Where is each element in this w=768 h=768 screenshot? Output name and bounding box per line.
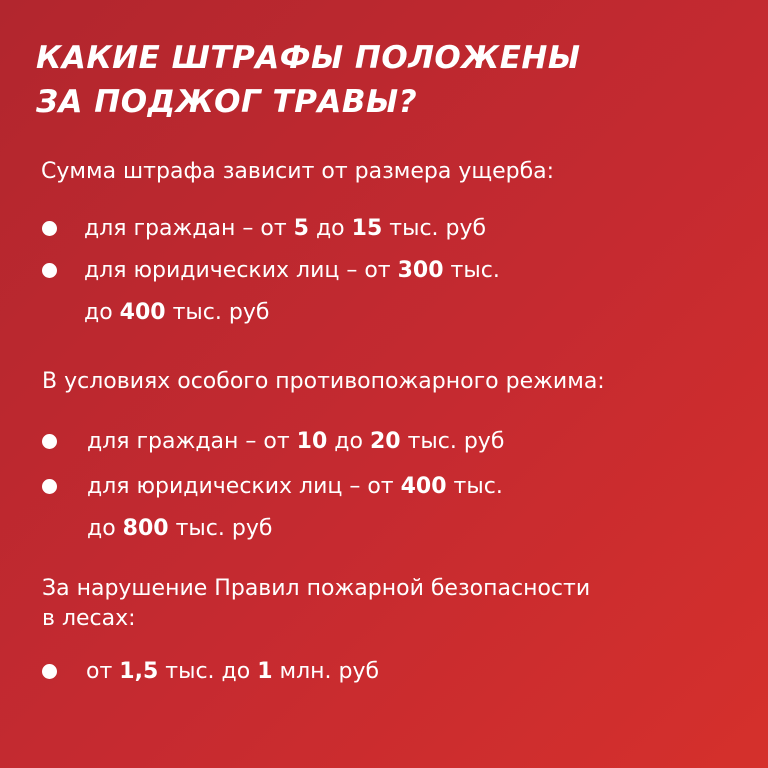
list-item: для граждан – от 5 до 15 тыс. руб: [84, 216, 487, 241]
section2-heading: В условиях особого противопожарного режима:: [42, 369, 605, 394]
amount: 1,5: [119, 659, 159, 684]
amount: 1: [257, 659, 273, 684]
amount: 800: [122, 516, 169, 541]
list-item-continuation: до 800 тыс. руб: [87, 516, 273, 541]
amount: 15: [351, 216, 383, 241]
amount: 5: [293, 216, 309, 241]
bullet-icon: [42, 479, 57, 494]
list-item: от 1,5 тыс. до 1 млн. руб: [86, 659, 380, 684]
bullet-icon: [42, 664, 57, 679]
section3-heading-line-2: в лесах:: [42, 606, 136, 631]
title-line-1: КАКИЕ ШТРАФЫ ПОЛОЖЕНЫ: [36, 40, 581, 76]
page-title: [36, 36, 736, 124]
section1-heading: Сумма штрафа зависит от размера ущерба:: [41, 159, 555, 184]
amount: 20: [369, 429, 401, 454]
bullet-icon: [42, 434, 57, 449]
section3-heading-line-1: За нарушение Правил пожарной безопасности: [42, 576, 591, 601]
amount: 300: [397, 258, 444, 283]
amount: 400: [119, 300, 166, 325]
list-item: для юридических лиц – от 300 тыс.: [84, 258, 500, 283]
bullet-icon: [42, 263, 57, 278]
amount: 10: [296, 429, 328, 454]
list-item: для юридических лиц – от 400 тыс.: [87, 474, 503, 499]
amount: 400: [400, 474, 447, 499]
bullet-icon: [42, 221, 57, 236]
list-item-continuation: до 400 тыс. руб: [84, 300, 270, 325]
title-line-2: ЗА ПОДЖОГ ТРАВЫ?: [36, 84, 418, 120]
list-item: для граждан – от 10 до 20 тыс. руб: [87, 429, 505, 454]
